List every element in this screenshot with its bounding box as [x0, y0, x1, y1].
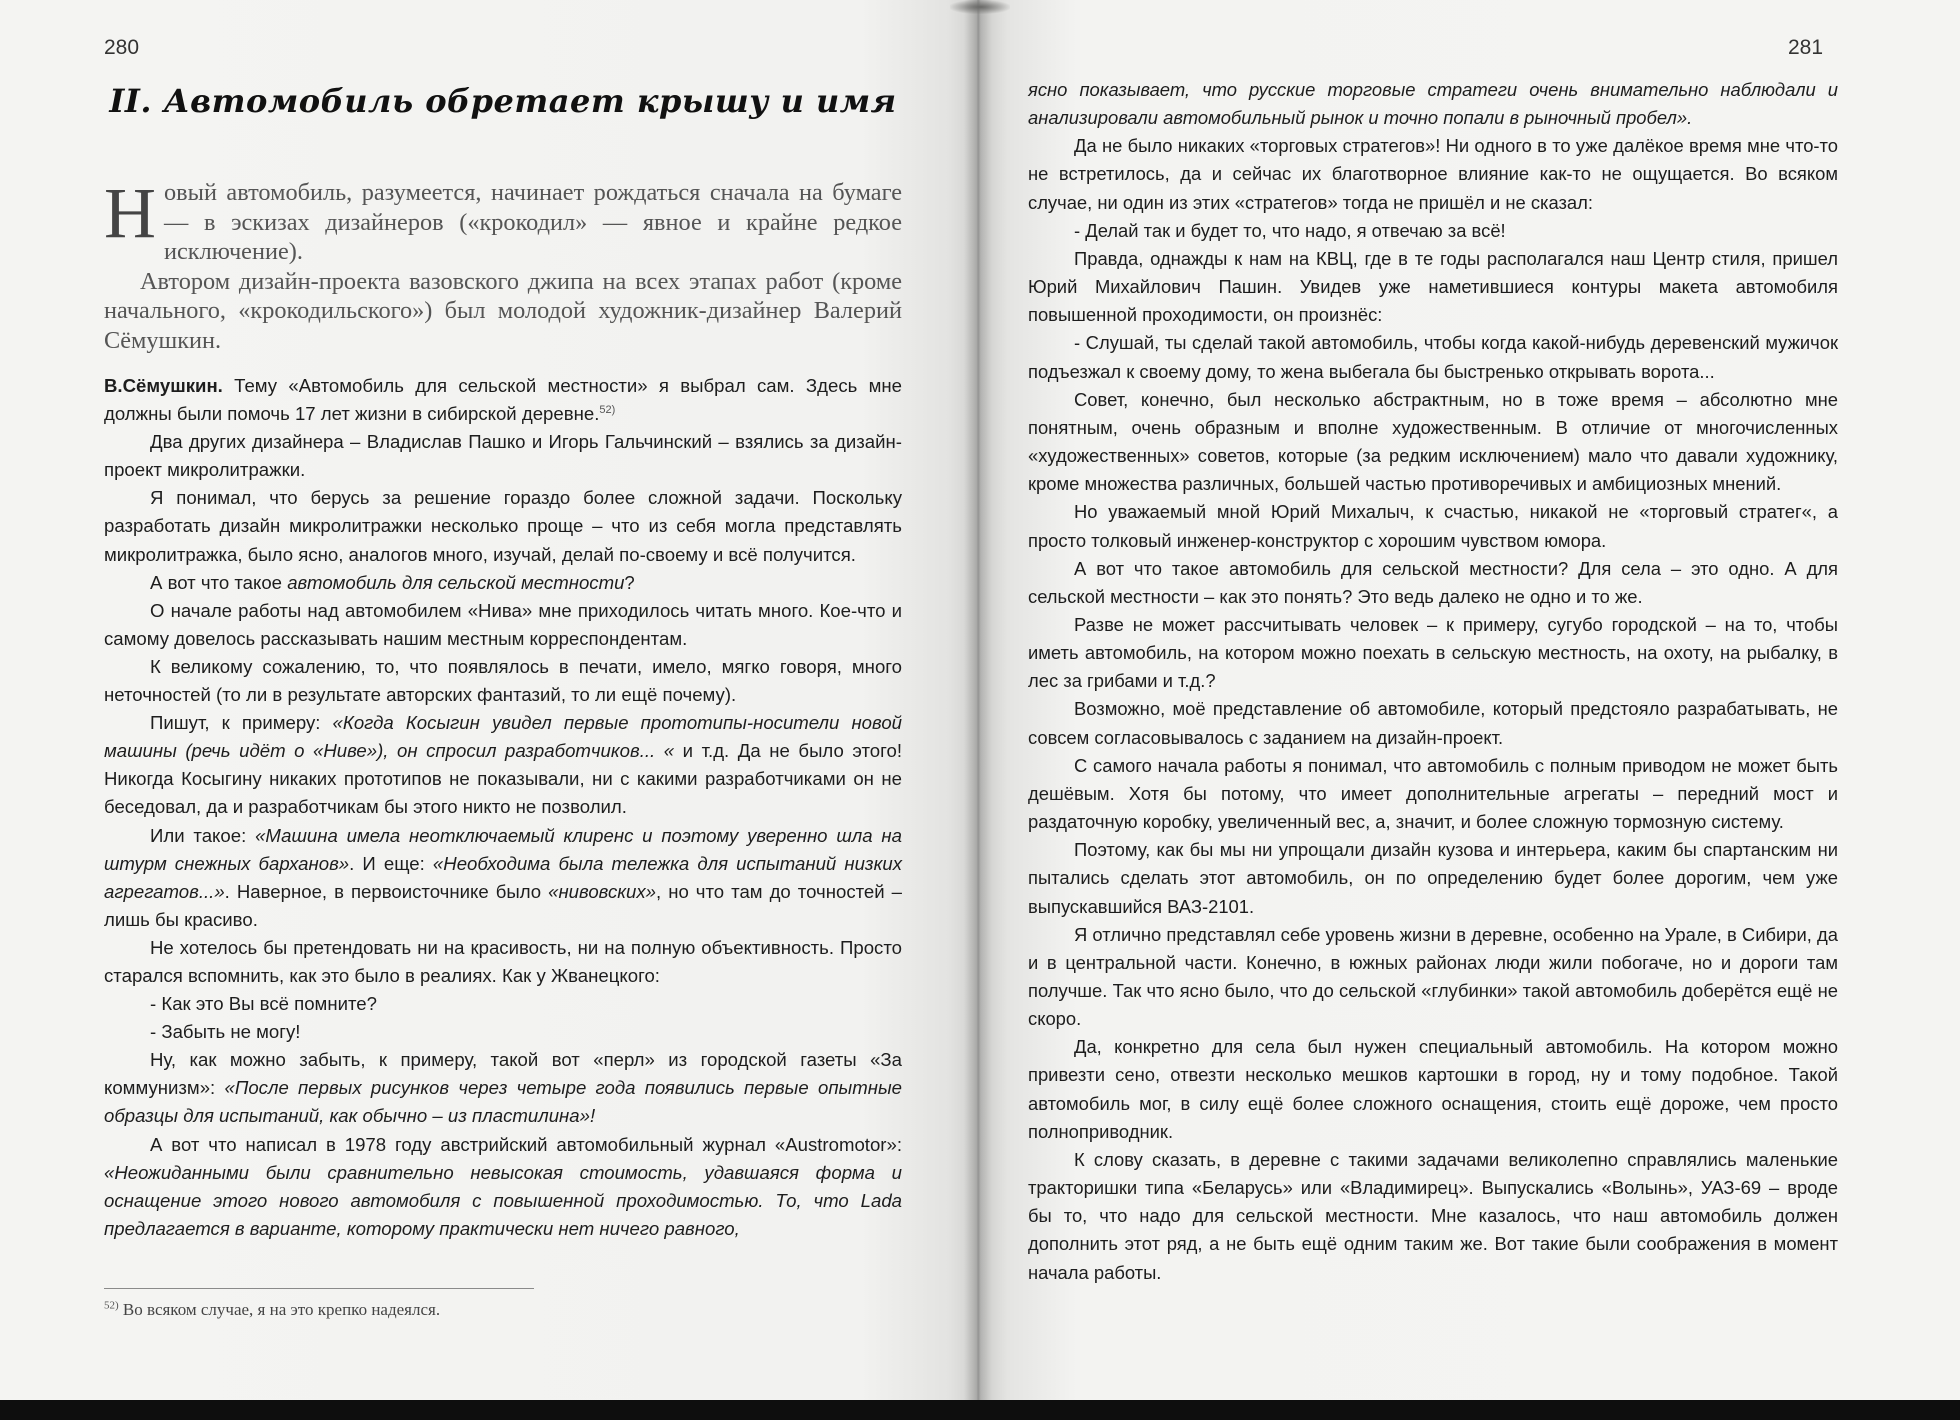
paragraph: ясно показывает, что русские торговые стратеги очень внимательно наблюдали и анализировали автомобильный рынок и точно попали в рыночный пробел». [1028, 79, 1838, 129]
dialogue-line: - Делай так и будет то, что надо, я отвечаю за всё! [1074, 219, 1506, 241]
footnote-marker: 52) [104, 1299, 119, 1312]
paragraph: Не хотелось бы претендовать ни на красивость, ни на полную объективность. Просто старался вспомнить, как это было в реалиях. Как у Жванецкого: [104, 936, 902, 986]
paragraph: А вот что написал в 1978 году австрийский автомобильный журнал «Austromotor»: «Неожиданными были сравнительно невысокая стоимость, удавшаяся форма и оснащение этого нового автомобиля с повышенной проходимостью. То, что Lada предлагается в варианте, которому практически нет ничего равного, [104, 1133, 902, 1239]
paragraph: Я отлично представлял себе уровень жизни в деревне, особенно на Урале, в Сибири, да и в центральной части. Конечно, в южных районах люди жили побогаче, но и дороги там получше. Так что ясно было, что до сельской «глубинки» такой автомобиль доберётся ещё не скоро. [1028, 923, 1838, 1030]
paragraph: С самого начала работы я понимал, что автомобиль с полным приводом не может быть дешёвым. Хотя бы потому, что имеет дополнительные агрегаты – передний мост и раздаточную коробку, увеличенный вес, а, значит, и более сложную тормозную систему. [1028, 754, 1838, 833]
dialogue-line: - Слушай, ты сделай такой автомобиль, чтобы когда какой-нибудь деревенский мужичок подъезжал к своему дому, то жена выбегала бы быстренько открывать ворота... [1028, 332, 1838, 382]
paragraph: К слову сказать, в деревне с такими задачами великолепно справлялись маленькие тракторишки типа «Беларусь» или «Владимирец». Выпускались «Волынь», УАЗ-69 – вроде бы то, что надо для сельской местности. Мне казалось, что наш автомобиль должен дополнить этот ряд, а не быть ещё одним таким же. Вот такие были соображения в момент начала работы. [1028, 1148, 1838, 1283]
intro-paragraph: Новый автомобиль, разумеется, начинает рождаться сначала на бумаге — в эскизах дизайнеров («крокодил» — явное и крайне редкое исключение). [104, 173, 902, 265]
dialogue-line: - Как это Вы всё помните? [150, 993, 377, 1015]
paragraph: К великому сожалению, то, что появлялось в печати, имело, мягко говоря, много неточностей (то ли в результате авторских фантазий, то ли ещё почему). [104, 655, 902, 706]
scan-bottom-edge [0, 1400, 1960, 1420]
footnote-divider [104, 1288, 534, 1289]
left-page [0, 0, 978, 1400]
body-text [1028, 76, 1838, 1287]
speaker-name: В.Сёмушкин. [104, 375, 223, 396]
chapter-intro [104, 173, 902, 355]
paragraph: Да, конкретно для села был нужен специальный автомобиль. На котором можно привезти сено, отвезти несколько мешков картошки в город, ну и тому подобное. Такой автомобиль мог, в силу ещё более сложного оснащения, стоить ещё дороже, чем просто полноприводник. [1028, 1036, 1838, 1142]
dialogue-line: - Забыть не могу! [150, 1021, 301, 1043]
paragraph: А вот что такое автомобиль для сельской местности? Для села – это одно. А для сельской местности – как это понять? Это ведь далеко не одно и то же. [1028, 557, 1838, 607]
paragraph: Поэтому, как бы мы ни упрощали дизайн кузова и интерьера, каким бы спартанским ни пытались сделать этот автомобиль, он по определению будет более дорогим, чем уже выпускавшийся ВАЗ-2101. [1028, 839, 1838, 917]
paragraph: Правда, однажды к нам на КВЦ, где в те годы располагался наш Центр стиля, пришел Юрий Михайлович Пашин. Увидев уже наметившиеся контуры макета автомобиля повышенной проходимости, он произнёс: [1028, 247, 1838, 326]
paragraph: Разве не может рассчитывать человек – к примеру, сугубо городской – на то, чтобы иметь автомобиль, на котором можно поехать в сельскую местность, на охоту, на рыбалку, в лес за грибами и т.д.? [1028, 613, 1838, 692]
paragraph: Да не было никаких «торговых стратегов»! Ни одного в то уже далёкое время мне что-то не встретилось, да и сейчас их благотворное влияние как-то не ощущается. Во всяком случае, ни один из этих «стратегов» тогда не пришёл и не сказал: [1028, 135, 1838, 213]
paragraph: О начале работы над автомобилем «Нива» мне приходилось читать много. Кое-что и самому довелось рассказывать нашим местным корреспондентам. [104, 599, 902, 649]
page-number: 281 [1788, 36, 1824, 59]
footnote: $^{52)}$ Во всяком случае, я на это крепко надеялся. [104, 1299, 441, 1319]
body-text [104, 372, 902, 1243]
paragraph: В.Сёмушкин. Тему «Автомобиль для сельской местности» я выбрал сам. Здесь мне должны были помочь 17 лет жизни в сибирской деревне.$^{52)}$ [104, 375, 902, 425]
right-page [978, 0, 1960, 1400]
paragraph: Ну, как можно забыть, к примеру, такой вот «перл» из городской газеты «За коммунизм»: «После первых рисунков через четыре года появились первые опытные образцы для испытаний, как обычно – из пластилина»! [104, 1049, 902, 1127]
paragraph: А вот что такое автомобиль для сельской местности? [150, 571, 635, 593]
drop-cap: Н [104, 173, 156, 253]
paragraph: Пишут, к примеру: «Когда Косыгин увидел первые прототипы-носители новой машины (речь идёт о «Ниве»), он спросил разработчиков... « и т.д. Да не было этого! Никогда Косыгину никаких прототипов не показывали, ни с какими разработчиками он не беседовал, да и разработчикам бы этого никто не позволил. [104, 712, 902, 818]
intro-paragraph: Автором дизайн-проекта вазовского джипа на всех этапах работ (кроме начального, «крокодильского») был молодой художник-дизайнер Валерий Сёмушкин. [104, 267, 902, 354]
chapter-title: II. Автомобиль обретает крышу и имя [109, 82, 897, 120]
book-gutter [964, 0, 992, 1400]
paragraph: Или такое: «Машина имела неотключаемый клиренс и поэтому уверенно шла на штурм снежных барханов». И еще: «Необходима была тележка для испытаний низких агрегатов...». Наверное, в первоисточнике было «нивовских», но что там до точностей – лишь бы красиво. [104, 824, 902, 930]
page-number: 280 [104, 36, 140, 59]
paragraph: Я понимал, что берусь за решение гораздо более сложной задачи. Поскольку разработать дизайн микролитражки несколько проще – что из себя могла представлять микролитражка, было ясно, аналогов много, изучай, делай по-своему и всё получится. [104, 487, 902, 565]
spine-shadow [950, 0, 1010, 14]
footnote-ref: 52) [599, 403, 616, 416]
paragraph: Два других дизайнера – Владислав Пашко и Игорь Гальчинский – взялись за дизайн-проект микролитражки. [104, 431, 902, 481]
paragraph: Возможно, моё представление об автомобиле, который предстояло разрабатывать, не совсем согласовывалось с заданием на дизайн-проект. [1028, 698, 1838, 748]
paragraph: Совет, конечно, был несколько абстрактным, но в тоже время – абсолютно мне понятным, очень образным и вполне художественным. В отличие от многочисленных «художественных» советов, которые (за редким исключением) мало что давали художнику, кроме множества различных, большей частью противоречивых и амбициозных мнений. [1028, 388, 1838, 495]
paragraph: Но уважаемый мной Юрий Михалыч, к счастью, никакой не «торговый стратег«, а просто толковый инженер-конструктор с хорошим чувством юмора. [1028, 501, 1838, 551]
